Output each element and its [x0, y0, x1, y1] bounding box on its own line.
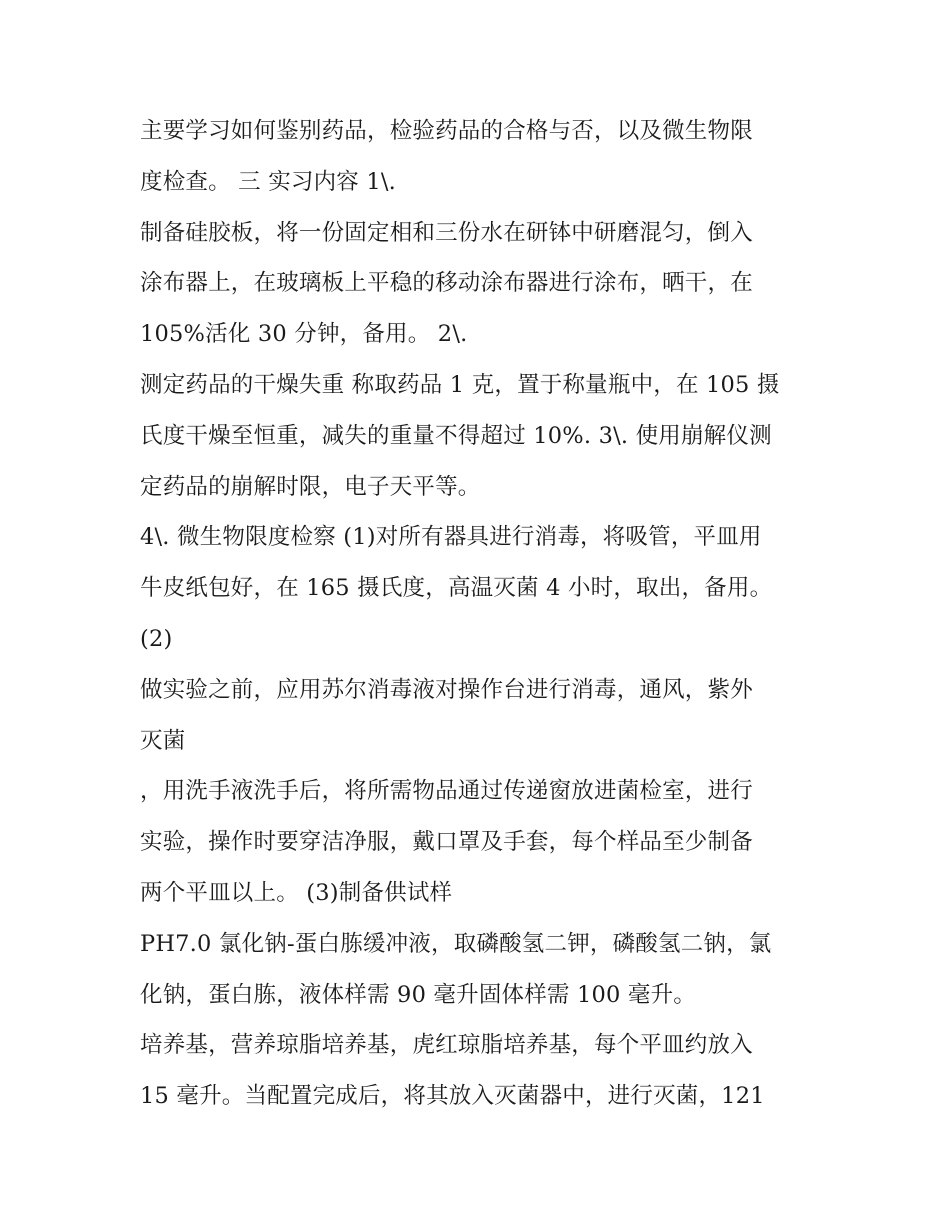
text-line: (2)	[140, 625, 173, 652]
text-line: 牛皮纸包好，在 165 摄氏度，高温灭菌 4 小时，取出，备用。	[140, 575, 773, 602]
text-line: 15 毫升。当配置完成后，将其放入灭菌器中，进行灭菌，121	[140, 1083, 765, 1110]
text-line: 度检查。 三 实习内容 1\.	[140, 168, 397, 195]
text-line: 化钠，蛋白胨，液体样需 90 毫升固体样需 100 毫升。	[140, 981, 696, 1008]
text-line: 测定药品的干燥失重 称取药品 1 克，置于称量瓶中，在 105 摄	[140, 371, 780, 398]
text-line: ，用洗手液洗手后，将所需物品通过传递窗放进菌检室，进行	[140, 778, 753, 805]
text-line: 涂布器上，在玻璃板上平稳的移动涂布器进行涂布，晒干，在	[140, 270, 753, 297]
text-line: 实验，操作时要穿洁净服，戴口罩及手套，每个样品至少制备	[140, 829, 753, 856]
text-line: 制备硅胶板，将一份固定相和三份水在研钵中研磨混匀，倒入	[140, 219, 753, 246]
text-line: 氏度干燥至恒重，减失的重量不得超过 10%. 3\. 使用崩解仪测	[140, 422, 772, 449]
text-line: 105%活化 30 分钟，备用。 2\.	[140, 321, 468, 348]
text-line: 两个平皿以上。 (3)制备供试样	[140, 879, 453, 906]
text-line: PH7.0 氯化钠-蛋白胨缓冲液，取磷酸氢二钾，磷酸氢二钠，氯	[140, 930, 772, 957]
text-line: 4\. 微生物限度检察 (1)对所有器具进行消毒，将吸管，平皿用	[140, 524, 762, 551]
text-line: 主要学习如何鉴别药品，检验药品的合格与否，以及微生物限	[140, 118, 753, 144]
text-line: 灭菌	[140, 727, 186, 754]
text-line: 培养基，营养琼脂培养基，虎红琼脂培养基，每个平皿约放入	[140, 1032, 753, 1059]
document-body	[140, 106, 820, 1122]
text-line: 定药品的崩解时限，电子天平等。	[140, 473, 481, 500]
text-line: 做实验之前，应用苏尔消毒液对操作台进行消毒，通风，紫外	[140, 676, 753, 703]
